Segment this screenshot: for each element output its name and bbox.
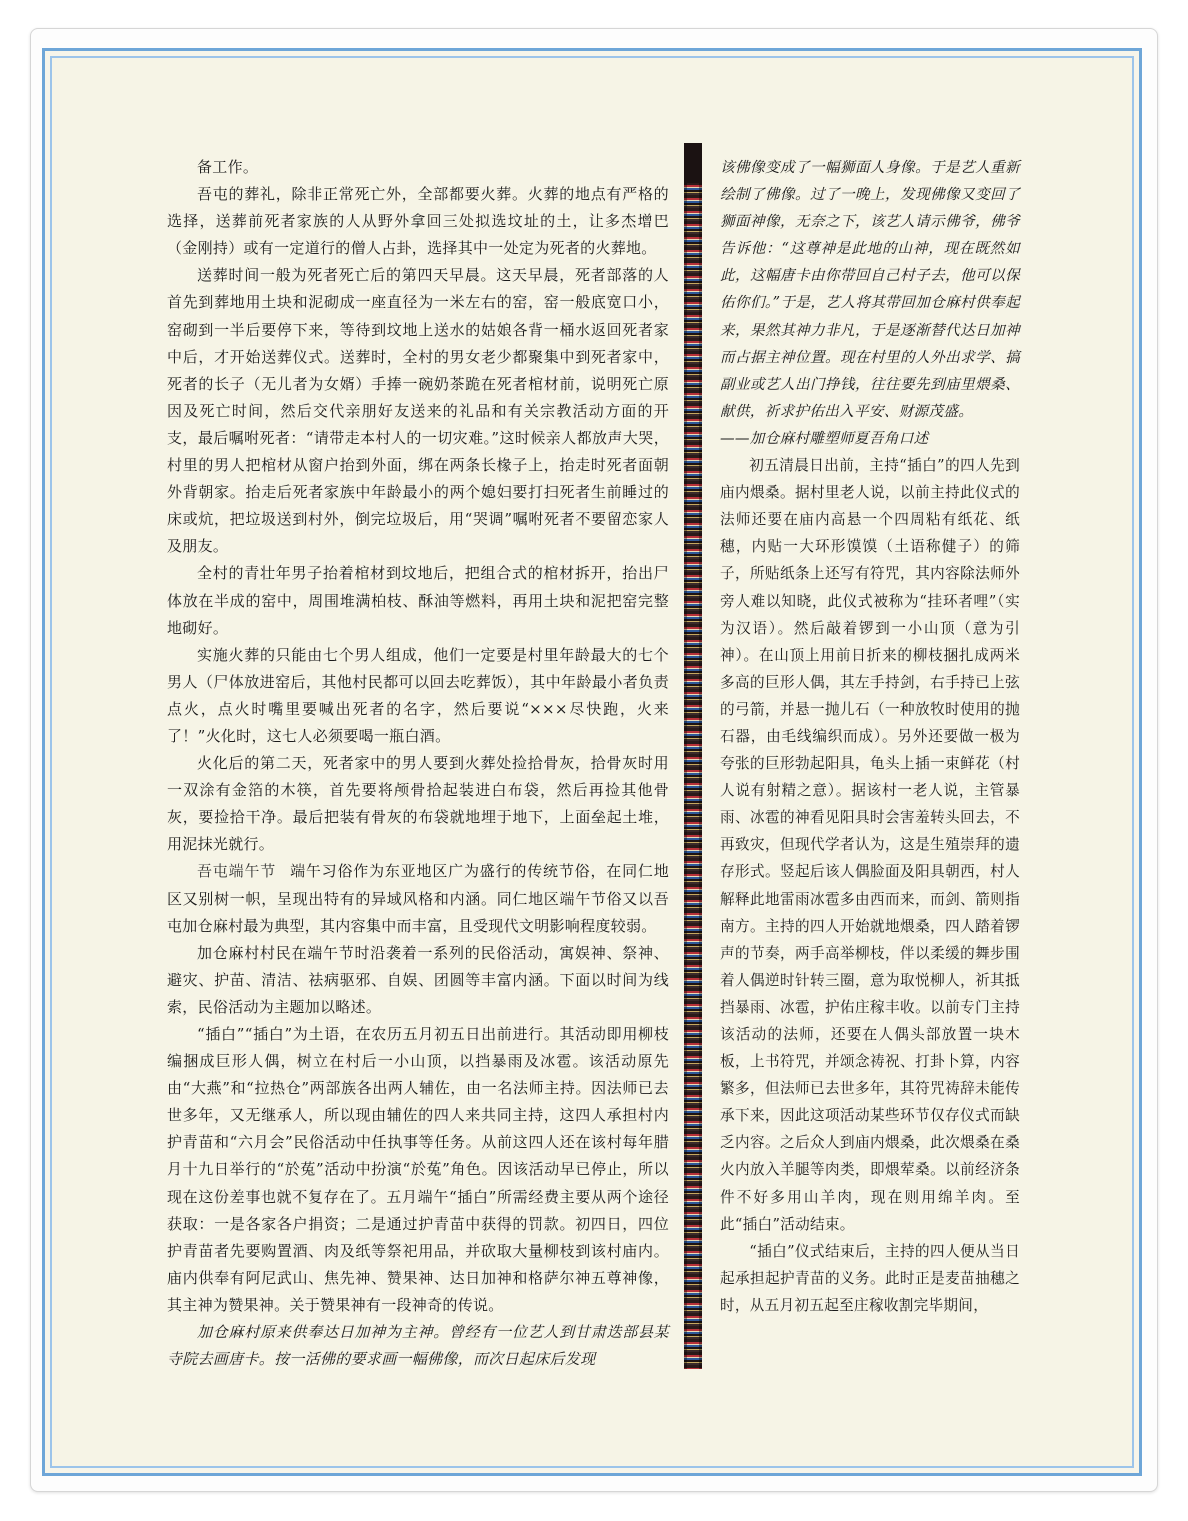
legend-paragraph: 加仓麻村原来供奉达日加神为主神。曾经有一位艺人到甘肃迭部县某寺院去画唐卡。按一活佛的要求画一幅佛像，而次日起床后发现 <box>167 1323 669 1369</box>
paragraph: “插白”“插白”为土语，在农历五月初五日出前进行。其活动即用柳枝编捆成巨形人偶，树立在村后一小山顶，以挡暴雨及冰雹。该活动原先由“大燕”和“拉热仓”两部族各出两人辅佐，由一名法师主持。因法师已去世多年，又无继承人，所以现由辅佐的四人来共同主持，这四人承担村内护青苗和“六月会”民俗活动中任执事等任务。从前这四人还在该村每年腊月十九日举行的“於菟”活动中扮演“於菟”角色。因该活动早已停止，所以现在这份差事也就不复存在了。五月端午“插白”所需经费主要从两个途径获取：一是各家各户捐资；二是通过护青苗中获得的罚款。初四日，四位护青苗者先要购置酒、肉及纸等祭祀用品，并砍取大量柳枝到该村庙内。庙内供奉有阿尼武山、焦先神、赞果神、达日加神和格萨尔神五尊神像，其主神为赞果神。关于赞果神有一段神奇的传说。 <box>167 1025 669 1314</box>
paragraph: 吾屯的葬礼，除非正常死亡外，全部都要火葬。火葬的地点有严格的选择，送葬前死者家族的人从野外拿回三处拟选坟址的土，让多杰增巴（金刚持）或有一定道行的僧人占卦，选择其中一处定为死者的火葬地。 <box>167 185 669 258</box>
paragraph: 全村的青壮年男子抬着棺材到坟地后，把组合式的棺材拆开，抬出尸体放在半成的窑中，周围堆满柏枝、酥油等燃料，再用土块和泥把窑完整地砌好。 <box>167 564 669 637</box>
section-text: 端午习俗作为东亚地区广为盛行的传统节俗，在同仁地区又别树一帜，呈现出特有的异域风格和内涵。同仁地区端午节俗又以吾屯加仓麻村最为典型，其内容集中而丰富，且受现代文明影响程度较弱。 <box>167 862 669 935</box>
section-paragraph <box>167 858 669 939</box>
paragraph: 实施火葬的只能由七个男人组成，他们一定要是村里年龄最大的七个男人（尸体放进窑后，其他村民都可以回去吃葬饭），其中年龄最小者负责点火，点火时嘴里要喊出死者的名字，然后要说“×××尽快跑，火来了！”火化时，这七人必须要喝一瓶白酒。 <box>167 645 669 745</box>
paragraph: 送葬时间一般为死者死亡后的第四天早晨。这天早晨，死者部落的人首先到葬地用土块和泥砌成一座直径为一米左右的窑，窑一般底宽口小，窑砌到一半后要停下来，等待到坟地上送水的姑娘各背一桶水返回死者家中后，才开始送葬仪式。送葬时，全村的男女老少都聚集中到死者家中，死者的长子（无儿者为女婿）手捧一碗奶茶跪在死者棺材前，说明死亡原因及死亡时间，然后交代亲朋好友送来的礼品和有关宗教活动方面的开支，最后嘱咐死者：“请带走本村人的一切灾难。”这时候亲人都放声大哭，村里的男人把棺材从窗户抬到外面，绑在两条长椽子上，抬走时死者面朝外背朝家。抬走后死者家族中年龄最小的两个媳妇要打扫死者生前睡过的床或炕，把垃圾送到村外，倒完垃圾后，用“哭调”嘱咐死者不要留恋家人及朋友。 <box>167 266 669 556</box>
legend-paragraph: 该佛像变成了一幅狮面人身像。于是艺人重新绘制了佛像。过了一晚上，发现佛像又变回了狮面神像，无奈之下，该艺人请示佛爷，佛爷告诉他：“这尊神是此地的山神，现在既然如此，这幅唐卡由你带回自己村子去，他可以保佑你们。”于是，艺人将其带回加仓麻村供奉起来，果然其神力非凡，于是逐渐替代达日加神而占据主神位置。现在村里的人外出求学、搞副业或艺人出门挣钱，往往要先到庙里煨桑、献供，祈求护佑出入平安、财源茂盛。 <box>720 159 1020 420</box>
section-title: 吾屯端午节 <box>197 862 277 881</box>
paragraph: 火化后的第二天，死者家中的男人要到火葬处捡拾骨灰，拾骨灰时用一双涂有金箔的木筷，首先要将颅骨拾起装进白布袋，然后再捡其他骨灰，要捡拾干净。最后把装有骨灰的布袋就地埋于地下，上面垒起土堆，用泥抹光就行。 <box>167 754 669 854</box>
paragraph: 初五清晨日出前，主持“插白”的四人先到庙内煨桑。据村里老人说，以前主持此仪式的法师还要在庙内高悬一个四周粘有纸花、纸穗，内贴一大环形馍馍（土语称健子）的筛子，所贴纸条上还写有符咒，其内容除法师外旁人难以知晓，此仪式被称为“挂环者哩”（实为汉语）。然后敲着锣到一小山顶（意为引神）。在山顶上用前日折来的柳枝捆扎成两米多高的巨形人偶，其左手持剑，右手持已上弦的弓箭，并悬一抛儿石（一种放牧时使用的抛石器，由毛线编织而成）。另外还要做一极为夸张的巨形勃起阳具，龟头上插一束鲜花（村人说有射精之意）。据该村一老人说，主管暴雨、冰雹的神看见阳具时会害羞转头回去，不再致灾，但现代学者认为，这是生殖崇拜的遗存形式。竖起后该人偶脸面及阳具朝西，村人解释此地雷雨冰雹多由西而来，而剑、箭则指南方。主持的四人开始就地煨桑，四人踏着锣声的节奏，两手高举柳枝，伴以柔缓的舞步围着人偶逆时针转三圈，意为取悦柳人，祈其抵挡暴雨、冰雹，护佑庄稼丰收。以前专门主持该活动的法师，还要在人偶头部放置一块木板，上书符咒，并颂念祷祝、打卦卜算，内容繁多，但法师已去世多年，其符咒祷辞未能传承下来，因此这项活动某些环节仅存仪式而缺乏内容。之后众人到庙内煨桑，此次煨桑在桑火内放入羊腿等肉类，即煨荤桑。以前经济条件不好多用山羊肉，现在则用绵羊肉。至此“插白”活动结束。 <box>720 457 1020 1233</box>
paragraph: 备工作。 <box>197 158 259 176</box>
left-text-column <box>167 154 669 1373</box>
paragraph: “插白”仪式结束后，主持的四人便从当日起承担起护青苗的义务。此时正是麦苗抽穗之时，从五月初五起至庄稼收割完毕期间， <box>720 1242 1020 1314</box>
narrator-credit: ——加仓麻村雕塑师夏吾角口述 <box>720 429 929 447</box>
paragraph: 加仓麻村村民在端午节时沿袭着一系列的民俗活动，寓娱神、祭神、避灾、护苗、清洁、祛病驱邪、自娱、团圆等丰富内涵。下面以时间为线索，民俗活动为主题加以略述。 <box>167 943 669 1016</box>
decorative-divider <box>684 143 702 1369</box>
right-text-column <box>720 154 1020 1319</box>
